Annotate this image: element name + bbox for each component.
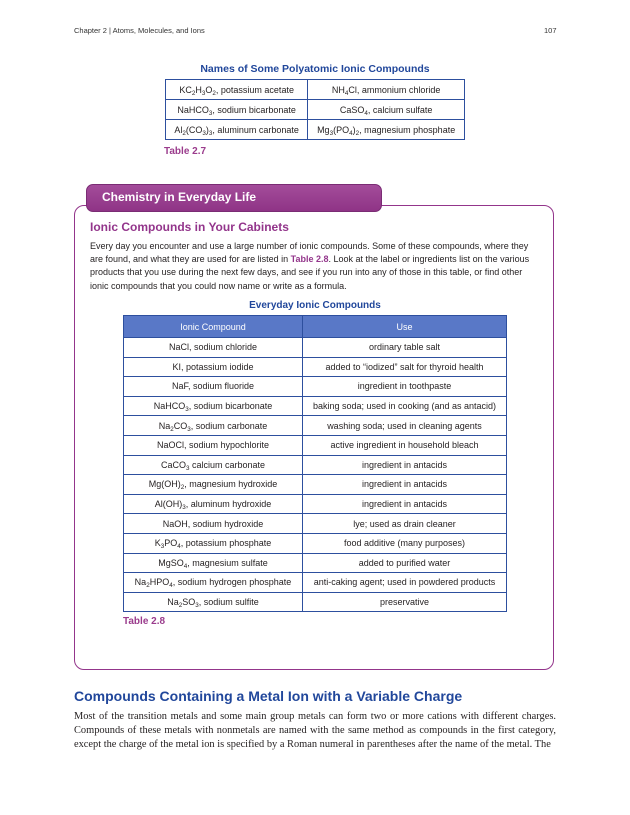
compound-name: , sodium sulfite [198, 597, 259, 608]
formula-subscript: 4 [169, 582, 173, 590]
formula-text: MgSO [158, 557, 184, 568]
formula-subscript: 3 [208, 109, 213, 117]
formula-text: NH [331, 84, 345, 95]
formula-text: CO [173, 420, 188, 431]
compound-cell [124, 494, 303, 514]
section-body-text: Most of the transition metals and some main group metals can form two or more cations with different charges. Compounds of these metals with nonmetals are named with the same method as compounds in the first category, except the charge of the metal ion is specified by a Roman numeral in parentheses after the name of the metal. The [74, 711, 556, 751]
formula-text: ) [352, 124, 356, 135]
formula-text: K [154, 538, 161, 549]
everyday-compounds-table [123, 315, 507, 612]
section-heading: Compounds Containing a Metal Ion with a Variable Charge [74, 688, 463, 704]
formula-text: CaCO [160, 459, 186, 470]
compound-cell [124, 514, 303, 534]
feature-heading: Ionic Compounds in Your Cabinets [90, 220, 289, 234]
formula-text: H [195, 84, 202, 95]
compound-cell [166, 80, 308, 100]
formula-text: CaSO [339, 104, 365, 115]
compound-name: , sodium fluoride [187, 381, 255, 392]
formula-subscript: 3 [182, 504, 186, 512]
compound-name: , sodium chloride [188, 342, 258, 353]
formula-subscript: 4 [344, 89, 349, 97]
polyatomic-compounds-table-body [166, 80, 465, 140]
table-row [124, 533, 507, 553]
formula-subscript: 2 [191, 89, 196, 97]
table-row [166, 80, 465, 100]
compound-cell [124, 338, 303, 358]
formula-text: NaF [171, 381, 188, 392]
table-header-row [124, 316, 507, 338]
compound-name: , aluminum hydroxide [185, 499, 272, 510]
formula-subscript: 2 [355, 129, 360, 137]
formula-text: O [205, 84, 213, 95]
use-cell: washing soda; used in cleaning agents [303, 416, 507, 436]
compound-cell [124, 455, 303, 475]
compound-name: , sodium bicarbonate [212, 104, 296, 115]
compound-cell [124, 475, 303, 495]
use-cell: active ingredient in household bleach [303, 435, 507, 455]
feature-paragraph-text-1: Every day you encounter and use a large number of ionic compounds. Some of these compounds, where they are found, and what they are used for are listed in [90, 241, 529, 265]
table-row [166, 100, 465, 120]
table-row [124, 435, 507, 455]
compound-name: , sodium bicarbonate [188, 401, 273, 412]
compound-name: , sodium hypochlorite [183, 440, 270, 451]
formula-subscript: 2 [212, 89, 216, 97]
formula-subscript: 3 [195, 602, 199, 610]
compound-cell [308, 120, 465, 140]
table-row [124, 573, 507, 593]
compound-name: , potassium acetate [215, 84, 294, 95]
formula-text: Na [134, 577, 147, 588]
compound-name: , magnesium hydroxide [184, 479, 278, 490]
formula-text: Cl [348, 84, 357, 95]
compound-name: , calcium sulfate [367, 104, 433, 115]
compound-cell [308, 100, 465, 120]
table-row [124, 475, 507, 495]
table-row [124, 396, 507, 416]
table-row [124, 553, 507, 573]
feature-paragraph [90, 240, 542, 293]
formula-subscript: 3 [201, 89, 206, 97]
formula-subscript: 2 [178, 602, 183, 610]
use-cell: anti-caking agent; used in powdered products [303, 573, 507, 593]
formula-text: Mg(OH) [148, 479, 181, 490]
formula-subscript: 4 [183, 563, 188, 571]
formula-subscript: 3 [185, 406, 189, 414]
formula-text: HPO [149, 577, 170, 588]
compound-name: , magnesium phosphate [359, 124, 456, 135]
formula-subscript: 2 [180, 484, 185, 492]
table-2-7-title: Names of Some Polyatomic Ionic Compounds [200, 63, 430, 75]
table-row [124, 592, 507, 612]
table-2-8-title: Everyday Ionic Compounds [249, 300, 381, 311]
compound-name: , sodium hydrogen phosphate [172, 577, 292, 588]
formula-subscript: 3 [187, 425, 191, 433]
formula-text: ) [205, 124, 209, 135]
compound-name: , potassium iodide [180, 361, 254, 372]
formula-subscript: 4 [364, 109, 368, 117]
column-header-use: Use [303, 316, 507, 338]
compound-cell [166, 100, 308, 120]
use-cell: baking soda; used in cooking (and as antacid) [303, 396, 507, 416]
use-cell: ingredient in antacids [303, 475, 507, 495]
compound-cell [308, 80, 465, 100]
polyatomic-compounds-table [165, 79, 465, 140]
compound-name: calcium carbonate [189, 459, 266, 470]
feature-tab: Chemistry in Everyday Life [86, 184, 382, 212]
formula-text: PO [164, 538, 178, 549]
table-row [124, 357, 507, 377]
compound-name: , potassium phosphate [180, 538, 272, 549]
use-cell: added to “iodized” salt for thyroid health [303, 357, 507, 377]
running-header-chapter: Chapter 2 | Atoms, Molecules, and Ions [74, 26, 205, 35]
formula-text: KI [172, 361, 181, 372]
compound-name: , sodium hydroxide [187, 518, 264, 529]
formula-text: Al [174, 124, 183, 135]
feature-paragraph-text-2: . Look at the label or ingredients list on the various products that you use during the next few days, and see if you run into any of those in this table, or find other ionic compounds that you could now name or write as a formula. [90, 254, 530, 291]
table-row [124, 455, 507, 475]
formula-subscript: 4 [349, 129, 353, 137]
table-2-8-reference-link[interactable]: Table 2.8 [290, 254, 329, 265]
table-2-8-caption: Table 2.8 [123, 616, 166, 627]
compound-cell [124, 377, 303, 397]
compound-cell [124, 592, 303, 612]
use-cell: preservative [303, 592, 507, 612]
formula-subscript: 4 [177, 543, 181, 551]
compound-cell [166, 120, 308, 140]
formula-text: Mg [317, 124, 330, 135]
formula-subscript: 3 [202, 129, 206, 137]
formula-text: (CO [185, 124, 203, 135]
formula-text: KC [179, 84, 192, 95]
formula-subscript: 3 [185, 465, 190, 473]
column-header-compound: Ionic Compound [124, 316, 303, 338]
table-row [124, 514, 507, 534]
formula-text: NaOH [162, 518, 188, 529]
formula-subscript: 3 [329, 129, 334, 137]
use-cell: added to purified water [303, 553, 507, 573]
compound-name: , ammonium chloride [356, 84, 441, 95]
table-row [124, 338, 507, 358]
formula-text: Na [158, 420, 171, 431]
formula-subscript: 3 [208, 129, 213, 137]
formula-text: NaHCO [153, 401, 186, 412]
compound-cell [124, 533, 303, 553]
formula-text: (PO [333, 124, 350, 135]
formula-text: Al(OH) [154, 499, 183, 510]
formula-subscript: 3 [160, 543, 165, 551]
table-row [166, 120, 465, 140]
compound-name: , aluminum carbonate [212, 124, 299, 135]
formula-text: NaCl [168, 342, 189, 353]
compound-cell [124, 396, 303, 416]
table-row [124, 416, 507, 436]
formula-text: NaOCl [156, 440, 184, 451]
formula-text: Na [167, 597, 179, 608]
formula-text: NaHCO [177, 104, 209, 115]
compound-cell [124, 553, 303, 573]
use-cell: lye; used as drain cleaner [303, 514, 507, 534]
formula-subscript: 2 [146, 582, 150, 590]
table-2-7-caption: Table 2.7 [164, 146, 207, 157]
table-row [124, 377, 507, 397]
formula-text: SO [182, 597, 196, 608]
compound-name: , sodium carbonate [190, 420, 268, 431]
use-cell: food additive (many purposes) [303, 533, 507, 553]
compound-name: , magnesium sulfate [187, 557, 268, 568]
page-number: 107 [544, 26, 557, 35]
use-cell: ordinary table salt [303, 338, 507, 358]
compound-cell [124, 357, 303, 377]
compound-cell [124, 435, 303, 455]
compound-cell [124, 573, 303, 593]
formula-subscript: 2 [170, 425, 174, 433]
use-cell: ingredient in antacids [303, 455, 507, 475]
everyday-compounds-table-body [124, 338, 507, 612]
use-cell: ingredient in antacids [303, 494, 507, 514]
compound-cell [124, 416, 303, 436]
use-cell: ingredient in toothpaste [303, 377, 507, 397]
formula-subscript: 2 [182, 129, 186, 137]
table-row [124, 494, 507, 514]
